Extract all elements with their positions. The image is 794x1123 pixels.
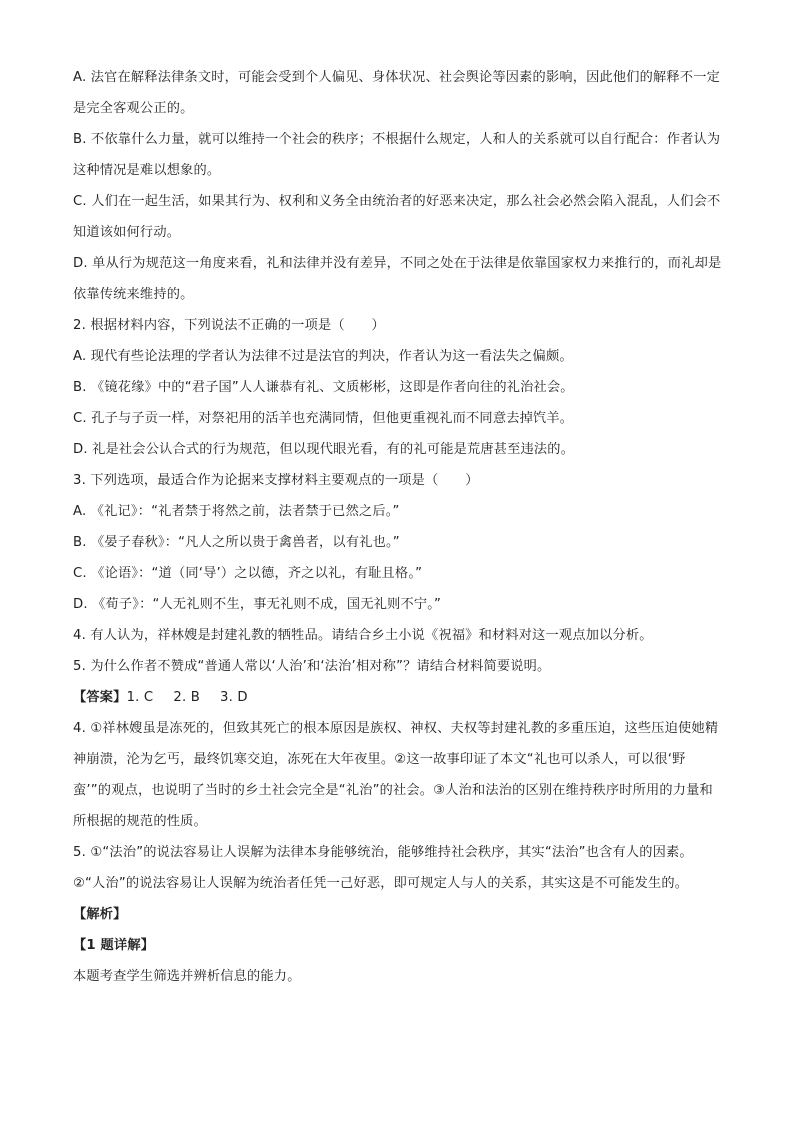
- question-3: 3. 下列选项，最适合作为论据来支撑材料主要观点的一项是（ ）: [73, 473, 479, 488]
- option-3b: B. 《晏子春秋》：“凡人之所以贵于禽兽者，以有礼也。”: [73, 535, 400, 550]
- option-1d: D. 单从行为规范这一角度来看，礼和法律并没有差异，不同之处在于法律是依靠国家权力来推行的，而礼却是依靠传统来维持的。: [73, 256, 722, 302]
- option-1b: B. 不依靠什么力量，就可以维持一个社会的秩序；不根据什么规定，人和人的关系就可以自行配合：作者认为这种情况是难以想象的。: [73, 132, 721, 178]
- option-3c: C. 《论语》：“道（同‘导’）之以德，齐之以礼，有耻且格。”: [73, 566, 423, 581]
- detail-label: 【1 题详解】: [73, 938, 155, 953]
- option-2d: D. 礼是社会公认合式的行为规范，但以现代眼光看，有的礼可能是荒唐甚至违法的。: [73, 442, 575, 457]
- detail-text: 本题考查学生筛选并辨析信息的能力。: [73, 969, 301, 984]
- answer-5: 5. ①“法治”的说法容易让人误解为法律本身能够统治，能够维持社会秩序，其实“法治”也含有人的因素。②“人治”的说法容易让人误解为统治者任凭一己好恶，即可规定人与人的关系，其实这是不可能发生的。: [73, 845, 693, 891]
- answer-4: 4. ①祥林嫂虽是冻死的，但致其死亡的根本原因是族权、神权、夫权等封建礼教的多重压迫，这些压迫使她精神崩溃，沦为乞丐，最终饥寒交迫，冻死在大年夜里。②这一故事印证了本文“礼也可以杀人，可以很‘野蛮’”的观点，也说明了当时的乡土社会完全是“礼治”的社会。③人治和法治的区别在维持秩序时所用的力量和所根据的规范的性质。: [73, 721, 719, 829]
- option-3a: A. 《礼记》：“礼者禁于将然之前，法者禁于已然之后。”: [73, 504, 400, 519]
- option-3d: D. 《荀子》：“人无礼则不生，事无礼则不成，国无礼则不宁。”: [73, 597, 442, 612]
- option-1c: C. 人们在一起生活，如果其行为、权利和义务全由统治者的好恶来决定，那么社会必然会陷入混乱，人们会不知道该如何行动。: [73, 194, 721, 240]
- option-1a: A. 法官在解释法律条文时，可能会受到个人偏见、身体状况、社会舆论等因素的影响，因此他们的解释不一定是完全客观公正的。: [73, 70, 720, 116]
- analysis-label: 【解析】: [73, 907, 127, 922]
- question-4: 4. 有人认为，祥林嫂是封建礼教的牺牲品。请结合乡土小说《祝福》和材料对这一观点加以分析。: [73, 628, 653, 643]
- option-2c: C. 孔子与子贡一样，对祭祀用的活羊也充满同情，但他更重视礼而不同意去掉饩羊。: [73, 411, 574, 426]
- answer-item-1: 1. C: [126, 690, 154, 705]
- answer-line: [73, 682, 723, 713]
- question-2: 2. 根据材料内容，下列说法不正确的一项是（ ）: [73, 318, 385, 333]
- document-page: [73, 62, 723, 992]
- answer-item-3: 3. D: [219, 690, 248, 705]
- option-2b: B. 《镜花缘》中的“君子国”人人谦恭有礼、文质彬彬，这即是作者向往的礼治社会。: [73, 380, 574, 395]
- answer-label: 【答案】: [73, 690, 127, 705]
- option-2a: A. 现代有些论法理的学者认为法律不过是法官的判决，作者认为这一看法失之偏颇。: [73, 349, 573, 364]
- question-5: 5. 为什么作者不赞成“普通人常以‘人治’和‘法治’相对称”？请结合材料简要说明。: [73, 659, 551, 674]
- answer-item-2: 2. B: [173, 690, 200, 705]
